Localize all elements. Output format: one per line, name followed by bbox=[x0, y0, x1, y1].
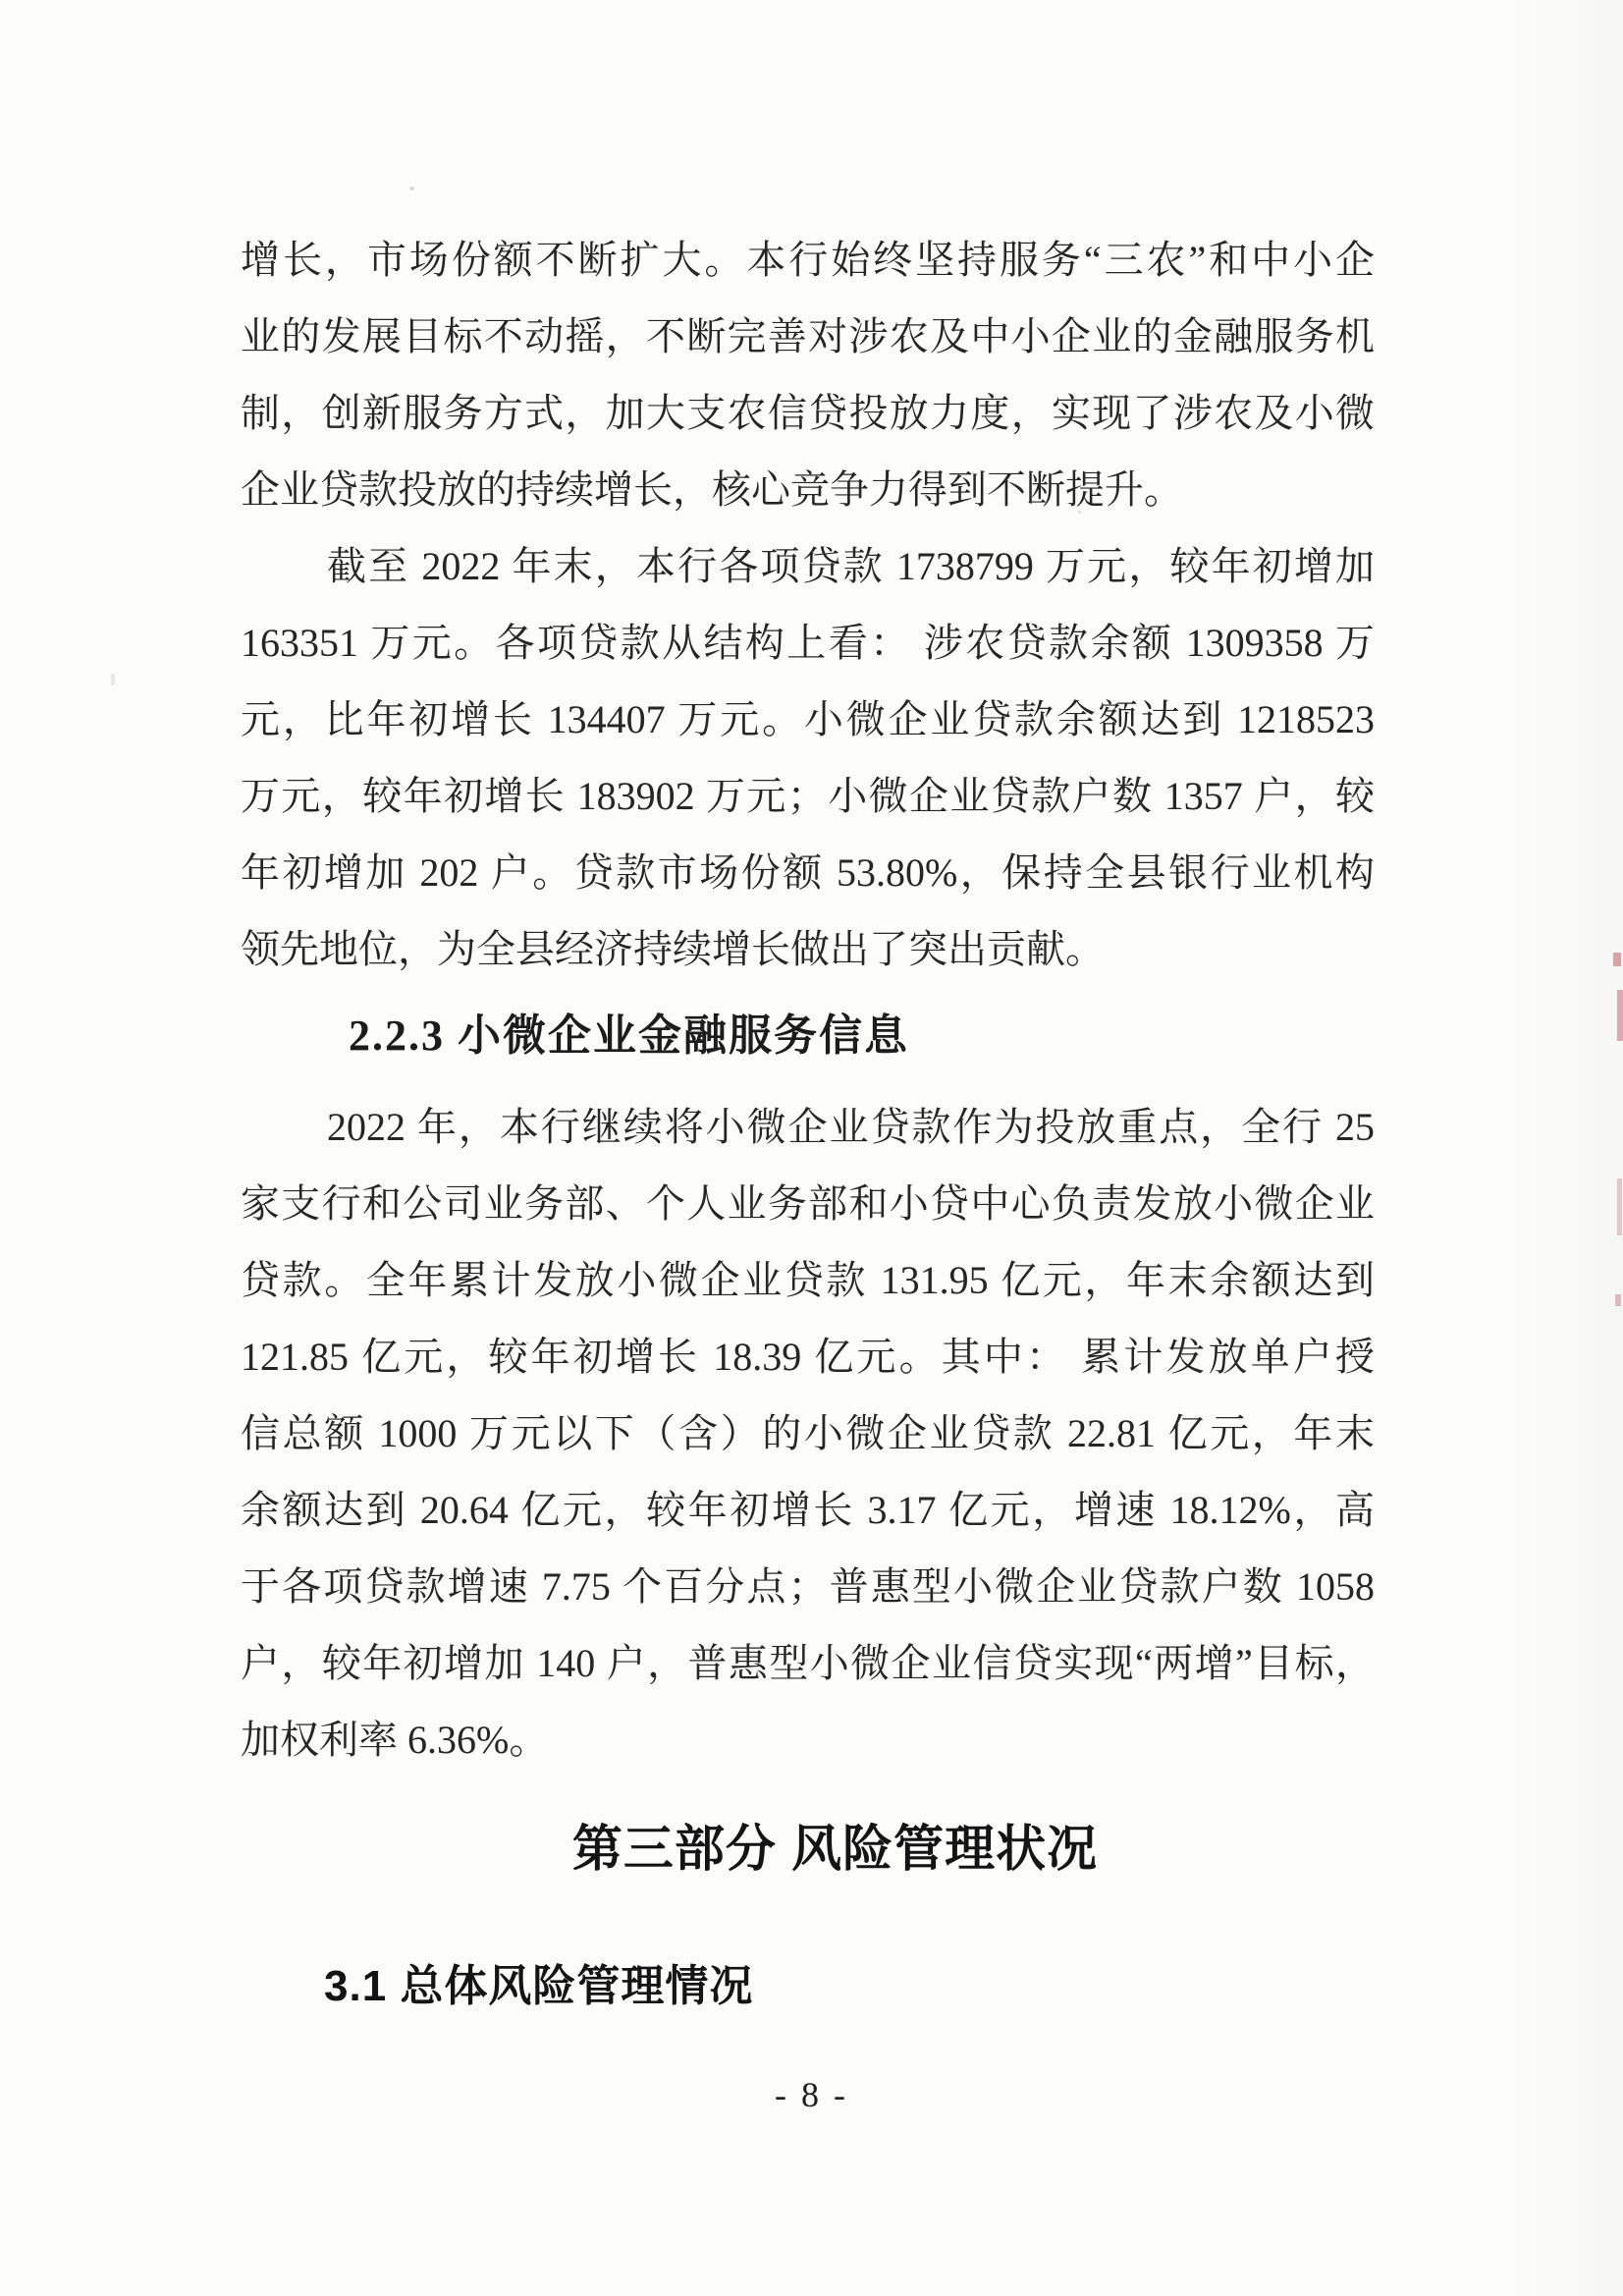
page-number: - 8 - bbox=[775, 2075, 848, 2114]
body-line: 增长，市场份额不断扩大。本行始终坚持服务“三农”和中小企 bbox=[241, 238, 1375, 282]
scan-speck bbox=[111, 674, 115, 685]
body-line: 业的发展目标不动摇，不断完善对涉农及中小企业的金融服务机 bbox=[241, 314, 1375, 358]
section-heading: 3.1 总体风险管理情况 bbox=[324, 1962, 754, 2010]
scan-speck bbox=[526, 1341, 529, 1344]
body-line: 余额达到 20.64 亿元，较年初增长 3.17 亿元，增速 18.12%，高 bbox=[241, 1488, 1375, 1532]
body-line: 户，较年初增加 140 户，普惠型小微企业信贷实现“两增”目标， bbox=[241, 1641, 1375, 1685]
body-line: 企业贷款投放的持续增长，核心竞争力得到不断提升。 bbox=[241, 467, 1183, 512]
body-line: 制，创新服务方式，加大支农信贷投放力度，实现了涉农及小微 bbox=[241, 391, 1375, 435]
scan-edge-mark bbox=[1617, 990, 1623, 1041]
body-line: 万元，较年初增长 183902 万元；小微企业贷款户数 1357 户，较 bbox=[241, 774, 1375, 818]
scan-speck bbox=[1078, 511, 1081, 514]
scan-speck bbox=[409, 187, 414, 191]
body-line: 2022 年，本行继续将小微企业贷款作为投放重点，全行 25 bbox=[327, 1105, 1375, 1149]
body-line: 家支行和公司业务部、个人业务部和小贷中心负责发放小微企业 bbox=[241, 1181, 1375, 1226]
body-line: 领先地位，为全县经济持续增长做出了突出贡献。 bbox=[241, 927, 1105, 971]
part-heading: 第三部分 风险管理状况 bbox=[571, 1821, 1099, 1877]
subsection-heading: 2.2.3 小微企业金融服务信息 bbox=[349, 1011, 909, 1060]
body-line: 加权利率 6.36%。 bbox=[241, 1718, 549, 1762]
body-line: 贷款。全年累计发放小微企业贷款 131.95 亿元，年末余额达到 bbox=[241, 1258, 1375, 1302]
body-line: 年初增加 202 户。贷款市场份额 53.80%，保持全县银行业机构 bbox=[241, 850, 1375, 895]
body-line: 163351 万元。各项贷款从结构上看： 涉农贷款余额 1309358 万 bbox=[241, 621, 1375, 665]
scan-edge-mark bbox=[1617, 1178, 1622, 1235]
body-line: 信总额 1000 万元以下（含）的小微企业贷款 22.81 亿元，年末 bbox=[241, 1411, 1375, 1455]
body-line: 于各项贷款增速 7.75 个百分点；普惠型小微企业贷款户数 1058 bbox=[241, 1564, 1375, 1609]
scan-edge-mark bbox=[1615, 1294, 1621, 1306]
body-line: 截至 2022 年末，本行各项贷款 1738799 万元，较年初增加 bbox=[327, 544, 1375, 588]
body-line: 121.85 亿元，较年初增长 18.39 亿元。其中： 累计发放单户授 bbox=[241, 1335, 1375, 1379]
text-block bbox=[241, 222, 1375, 2026]
body-line: 元，比年初增长 134407 万元。小微企业贷款余额达到 1218523 bbox=[241, 697, 1375, 741]
scan-edge-mark bbox=[1613, 953, 1621, 966]
